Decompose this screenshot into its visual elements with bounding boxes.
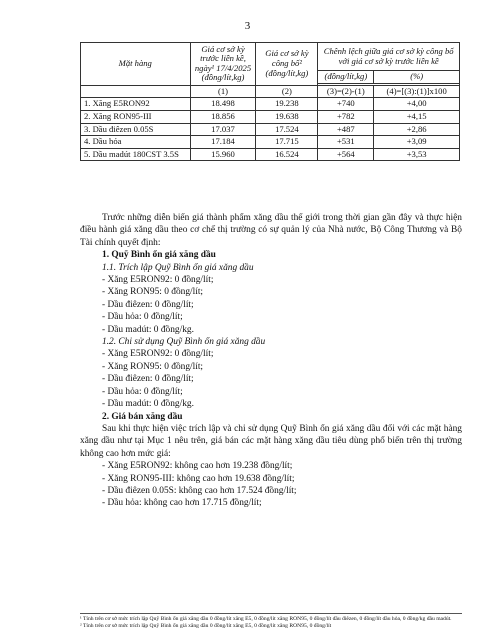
header-diff-group: Chênh lệch giữa giá cơ sở kỳ công bố với giá cơ sở kỳ trước liền kề bbox=[318, 43, 460, 71]
prev-cell: 18.856 bbox=[190, 110, 256, 123]
document-body bbox=[80, 212, 462, 510]
table-row bbox=[81, 148, 460, 161]
header-new-price: Giá cơ sở kỳ công bố² (đồng/lít,kg) bbox=[256, 43, 318, 86]
index-cell: (4)=[(3):(1)]x100 bbox=[374, 85, 460, 98]
intro-paragraph: Trước những diễn biến giá thành phẩm xăng dầu thế giới trong thời gian gần đây và thực hiện điều hành giá xăng dầu theo cơ chế thị trường có sự quản lý của Nhà nước, Bộ Công Thương và Bộ Tài chính quyết định: bbox=[80, 213, 462, 248]
table-row bbox=[81, 136, 460, 149]
list-item: - Xăng E5RON92: 0 đồng/lít; bbox=[102, 349, 214, 360]
new-cell: 17.715 bbox=[256, 136, 318, 149]
item-cell: 3. Dầu điêzen 0.05S bbox=[81, 123, 191, 136]
footnote-2: ² Tính trên cơ sở mức trích lập Quỹ Bình ổn giá xăng dầu 0 đồng/lít xăng E5, 0 đồng/lít xăng RON95, 0 đồng/lít bbox=[80, 622, 332, 629]
new-cell: 19.238 bbox=[256, 98, 318, 111]
list-item: - Dầu hỏa: không cao hơn 17.715 đồng/lít; bbox=[102, 498, 262, 509]
section-2-title: 2. Giá bán xăng dầu bbox=[102, 411, 183, 422]
new-cell: 17.524 bbox=[256, 123, 318, 136]
table-row bbox=[81, 98, 460, 111]
section-1-title: 1. Quỹ Bình ổn giá xăng dầu bbox=[102, 250, 216, 261]
list-item: - Xăng E5RON92: không cao hơn 19.238 đồng/lít; bbox=[102, 461, 293, 472]
item-cell: 1. Xăng E5RON92 bbox=[81, 98, 191, 111]
item-cell: 4. Dầu hỏa bbox=[81, 136, 191, 149]
price-table bbox=[80, 42, 460, 161]
list-item: - Xăng E5RON92: 0 đồng/lít; bbox=[102, 275, 214, 286]
index-cell bbox=[81, 85, 191, 98]
section-1-1-title: 1.1. Trích lập Quỹ Bình ổn giá xăng dầu bbox=[102, 262, 254, 273]
table-index-row bbox=[81, 85, 460, 98]
new-cell: 19.638 bbox=[256, 110, 318, 123]
diff-cell: +782 bbox=[318, 110, 374, 123]
item-cell: 5. Dầu madút 180CST 3.5S bbox=[81, 148, 191, 161]
prev-cell: 17.037 bbox=[190, 123, 256, 136]
list-item: - Dầu hỏa: 0 đồng/lít; bbox=[102, 312, 183, 323]
new-cell: 16.524 bbox=[256, 148, 318, 161]
list-item: - Dầu madút: 0 đồng/kg. bbox=[102, 399, 194, 410]
prev-cell: 15.960 bbox=[190, 148, 256, 161]
section-2-intro: Sau khi thực hiện việc trích lập và chi sử dụng Quỹ Bình ổn giá xăng dầu đối với các mặt hàng xăng dầu như tại Mục 1 nêu trên, giá bán các mặt hàng xăng dầu tiêu dùng phổ biến trên thị trường không cao hơn mức giá: bbox=[80, 423, 462, 459]
item-cell: 2. Xăng RON95-III bbox=[81, 110, 191, 123]
section-1-2-title: 1.2. Chi sử dụng Quỹ Bình ổn giá xăng dầu bbox=[102, 337, 266, 348]
pct-cell: +4,00 bbox=[374, 98, 460, 111]
index-cell: (1) bbox=[190, 85, 256, 98]
table-row bbox=[81, 110, 460, 123]
pct-cell: +4,15 bbox=[374, 110, 460, 123]
list-item: - Dầu điêzen: 0 đồng/lít; bbox=[102, 374, 194, 385]
table-row bbox=[81, 123, 460, 136]
diff-cell: +487 bbox=[318, 123, 374, 136]
page-number: 3 bbox=[244, 20, 251, 32]
list-item: - Xăng RON95: 0 đồng/lít; bbox=[102, 287, 204, 298]
diff-cell: +531 bbox=[318, 136, 374, 149]
prev-cell: 18.498 bbox=[190, 98, 256, 111]
list-item: - Xăng RON95: 0 đồng/lít; bbox=[102, 361, 204, 372]
header-item: Mặt hàng bbox=[81, 43, 191, 86]
pct-cell: +3,53 bbox=[374, 148, 460, 161]
index-cell: (2) bbox=[256, 85, 318, 98]
footnote-1: ¹ Tính trên cơ sở mức trích lập Quỹ Bình ổn giá xăng dầu 0 đồng/lít xăng E5, 0 đồng/lít xăng RON95, 0 đồng/lít dầu điêzen, 0 đồng/lít dầu hỏa, 0 đồng/kg dầu madút. bbox=[80, 616, 452, 622]
list-item: - Dầu hỏa: 0 đồng/lít; bbox=[102, 386, 183, 397]
list-item: - Dầu madút: 0 đồng/kg. bbox=[102, 324, 194, 335]
prev-cell: 17.184 bbox=[190, 136, 256, 149]
pct-cell: +3,09 bbox=[374, 136, 460, 149]
diff-cell: +740 bbox=[318, 98, 374, 111]
header-prev-price: Giá cơ sở kỳ trước liền kề, ngày¹ 17/4/2025 (đồng/lít,kg) bbox=[190, 43, 256, 86]
list-item: - Xăng RON95-III: không cao hơn 19.638 đồng/lít; bbox=[102, 473, 295, 484]
footnotes bbox=[80, 613, 462, 629]
diff-cell: +564 bbox=[318, 148, 374, 161]
header-diff-abs: (đồng/lít,kg) bbox=[318, 71, 374, 84]
list-item: - Dầu điêzen 0.05S: không cao hơn 17.524 đồng/lít; bbox=[102, 485, 297, 496]
pct-cell: +2,86 bbox=[374, 123, 460, 136]
index-cell: (3)=(2)-(1) bbox=[318, 85, 374, 98]
header-diff-pct: (%) bbox=[374, 71, 460, 84]
list-item: - Dầu điêzen: 0 đồng/lít; bbox=[102, 299, 194, 310]
